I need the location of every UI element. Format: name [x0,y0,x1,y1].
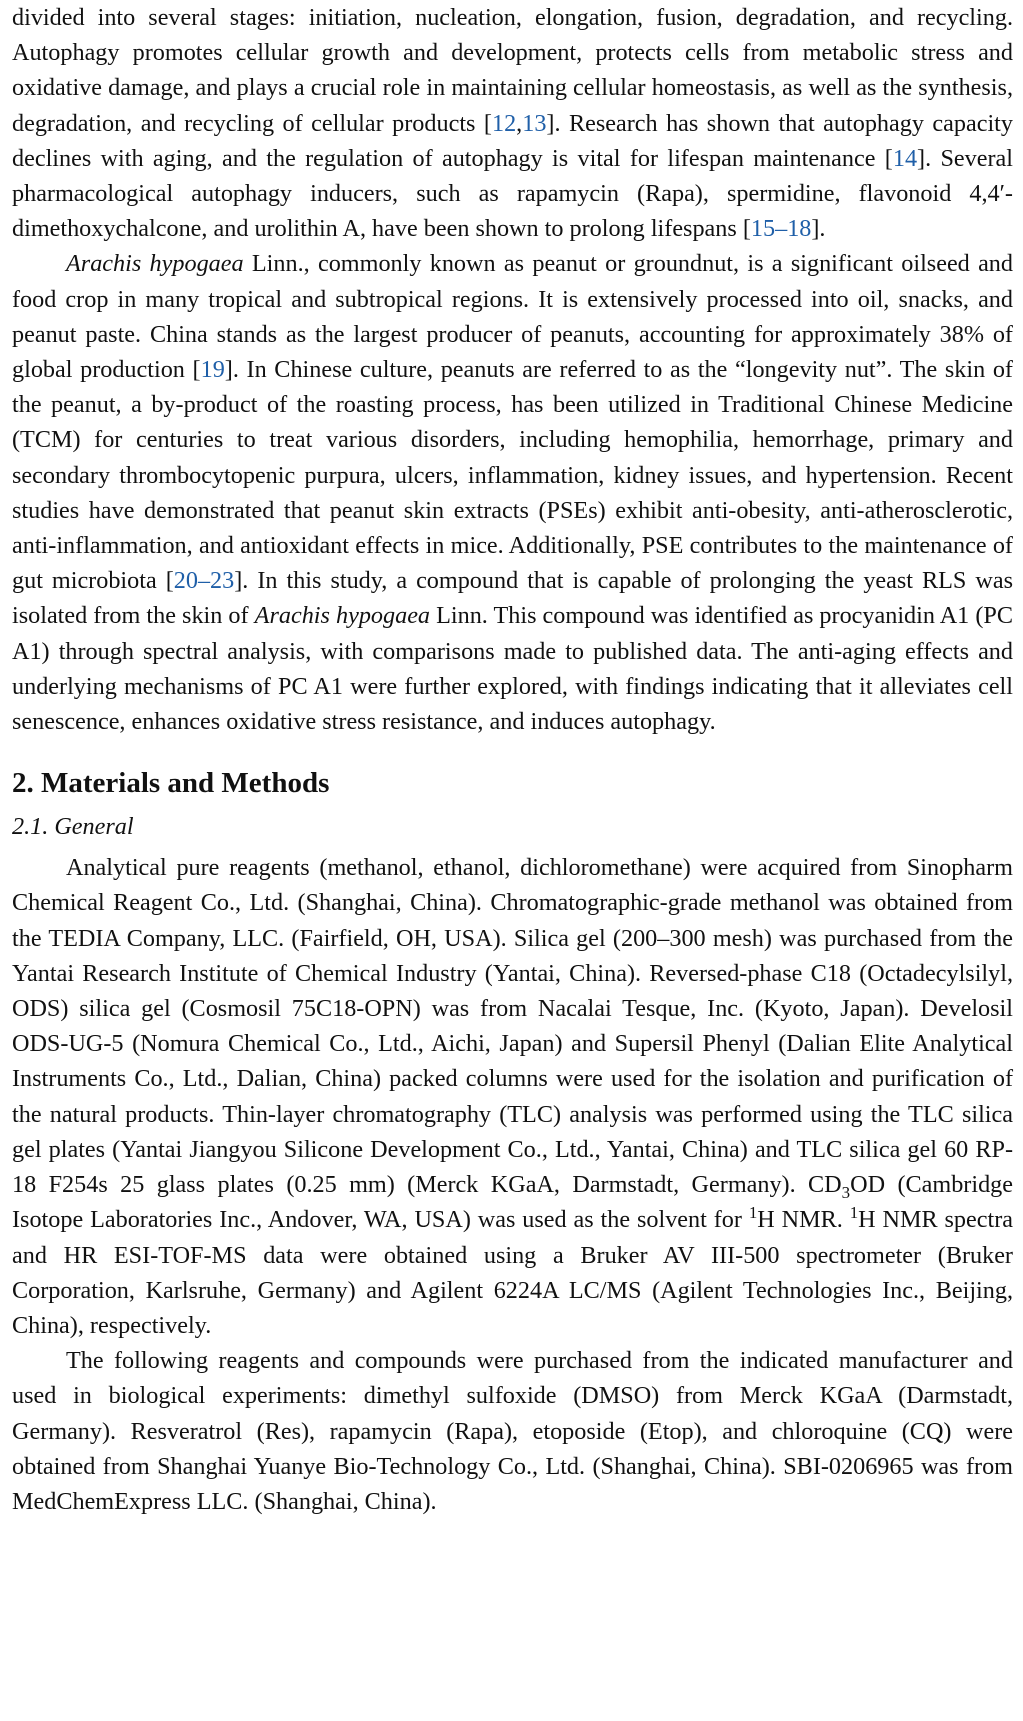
species-name: Arachis hypogaea [66,250,244,278]
citation-link[interactable]: 15–18 [750,215,812,243]
methods-paragraph-general [12,850,1013,1343]
section-heading: 2. Materials and Methods [12,767,330,800]
superscript: 1 [748,1203,758,1223]
paragraph-text: ]. In Chinese culture, peanuts are referred to as the “longevity nut”. The skin of the peanut, a by-product of the roasting process, has been utilized in Traditional Chinese Medicine (TCM) for centuries to treat various disorders, including hemophilia, hemorrhage, primary and secondary thrombocytopenic purpura, ulcers, inflammation, kidney issues, and hypertension. Recent studies have demonstrated that peanut skin extracts (PSEs) exhibit anti-obesity, anti-atherosclerotic, anti-inflammation, and antioxidant effects in mice. Additionally, PSE contributes to the maintenance of gut microbiota [ [12,356,1013,595]
methods-paragraph-reagents [12,1343,1013,1519]
citation-link[interactable]: 12 [491,109,517,137]
superscript: 1 [849,1203,859,1223]
intro-paragraph-peanut [12,246,1013,739]
citation-link[interactable]: 19 [200,356,225,384]
paragraph-text: ]. [811,215,826,243]
citation-link[interactable]: 20–23 [173,567,235,595]
paragraph-text: H NMR spectra and HR ESI-TOF-MS data were obtained using a Bruker AV III-500 spectrometer (Bruker Corporation, Karlsruhe, Germany) and Agilent 6224A LC/MS (Agilent Technologies Inc., Beijing, China), respectively. [12,1206,1014,1339]
paragraph-text: ]. Research has shown that autophagy capacity declines with aging, and the regulation of autophagy is vital for lifespan maintenance [ [12,109,1013,172]
paragraph-text: H NMR. [757,1206,850,1234]
paragraph-text: Analytical pure reagents (methanol, ethanol, dichloromethane) were acquired from Sinopharm Chemical Reagent Co., Ltd. (Shanghai, China). Chromatographic-grade methanol was obtained from the TEDIA Company, LLC. (Fairfield, OH, USA). Silica gel (200–300 mesh) was purchased from the Yantai Research Institute of Chemical Industry (Yantai, China). Reversed-phase C18 (Octadecylsilyl, ODS) silica gel (Cosmosil 75C18-OPN) was from Nacalai Tesque, Inc. (Kyoto, Japan). Develosil ODS-UG-5 (Nomura Chemical Co., Ltd., Aichi, Japan) and Supersil Phenyl (Dalian Elite Analytical Instruments Co., Ltd., Dalian, China) packed columns were used for the isolation and purification of the natural products. Thin-layer chromatography (TLC) analysis was performed using the TLC silica gel plates (Yantai Jiangyou Silicone Development Co., Ltd., Yantai, China) and TLC silica gel 60 RP-18 F254s 25 glass plates (0.25 mm) (Merck KGaA, Darmstadt, Germany). CD [12,854,1013,1199]
subsection-heading: 2.1. General [12,813,134,841]
citation-link[interactable]: 13 [522,109,547,137]
paragraph-text: The following reagents and compounds were purchased from the indicated manufacturer and used in biological experiments: dimethyl sulfoxide (DMSO) from Merck KGaA (Darmstadt, Germany). Resveratrol (Res), rapamycin (Rapa), etoposide (Etop), and chloroquine (CQ) were obtained from Shanghai Yuanye Bio-Technology Co., Ltd. (Shanghai, China). SBI-0206965 was from MedChemExpress LLC. (Shanghai, China). [12,1347,1013,1515]
paragraph-text: ]. Several pharmacological autophagy inducers, such as rapamycin (Rapa), spermidine, flavonoid 4,4′-dimethoxychalcone, and urolithin A, have been shown to prolong lifespans [ [12,144,1013,243]
paragraph-text: ]. In this study, a compound that is capable of prolonging the yeast RLS was isolated from the skin of [12,567,1013,630]
citation-link[interactable]: 14 [892,144,918,172]
paragraph-text: , [516,109,523,137]
paragraph-text: OD (Cambridge Isotope Laboratories Inc., Andover, WA, USA) was used as the solvent for [12,1171,1013,1234]
species-name: Arachis hypogaea [254,602,431,630]
paragraph-text: divided into several stages: initiation, nucleation, elongation, fusion, degradation, and recycling. Autophagy promotes cellular growth and development, protects cells from metabolic stress and oxidative damage, and plays a crucial role in maintaining cellular homeostasis, as well as the synthesis, degradation, and recycling of cellular products [ [12,4,1013,137]
paper-page [12,0,1013,1519]
intro-paragraph-autophagy [12,0,1013,246]
paragraph-text: Linn., commonly known as peanut or groundnut, is a significant oilseed and food crop in many tropical and subtropical regions. It is extensively processed into oil, snacks, and peanut paste. China stands as the largest producer of peanuts, accounting for approximately 38% of global production [ [12,250,1013,384]
subscript: 3 [841,1182,851,1202]
paragraph-text: Linn. This compound was identified as procyanidin A1 (PC A1) through spectral analysis, with comparisons made to published data. The anti-aging effects and underlying mechanisms of PC A1 were further explored, with findings indicating that it alleviates cell senescence, enhances oxidative stress resistance, and induces autophagy. [12,602,1013,736]
